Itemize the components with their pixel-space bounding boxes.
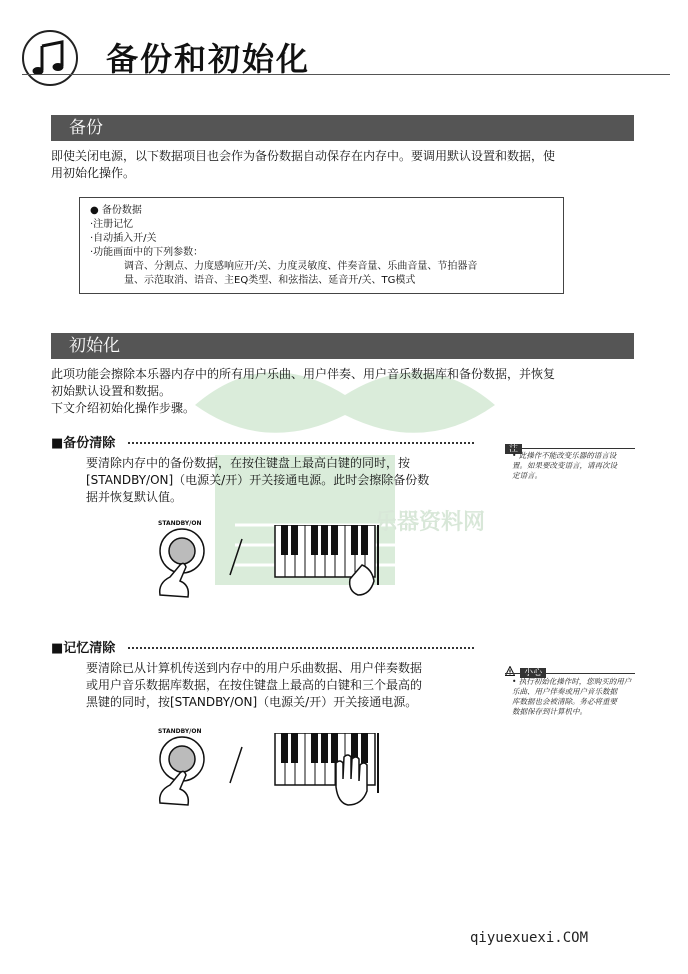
backup-box-param-line: 调音、分割点、力度感响应开/关、力度灵敏度、伴奏音量、乐曲音量、节拍器音: [124, 261, 478, 272]
title-rule: [22, 74, 670, 75]
backup-section-header: 备份: [51, 115, 634, 141]
memory-clear-caution-line: 数据保存到计算机中。: [512, 707, 587, 716]
figure1-keyboard-illustration: [150, 525, 390, 605]
memory-clear-text-line-3: 黑键的同时，按[STANDBY/ON]（电源关/开）开关接通电源。: [86, 695, 418, 709]
init-intro-line-3: 下文介绍初始化操作步骤。: [51, 401, 196, 415]
init-intro-line-2: 初始默认设置和数据。: [51, 384, 172, 398]
backup-data-box: [79, 197, 564, 294]
init-intro-line-1: 此项功能会擦除本乐器内存中的所有用户乐曲、用户伴奏、用户音乐数据库和备份数据，并恢复: [51, 367, 556, 381]
caution-rule: [505, 673, 635, 674]
note-rule: [505, 448, 635, 449]
backup-clear-note-line: 置。如果要改变语言，请再次设: [512, 461, 617, 470]
backup-box-item: ● 备份数据: [90, 205, 142, 216]
backup-clear-text-line-3: 据并恢复默认值。: [86, 490, 183, 504]
backup-box-item: ·功能画面中的下列参数：: [90, 247, 204, 258]
footer-watermark-url: qiyuexuexi.COM: [470, 930, 589, 946]
note-label: 注: [505, 444, 522, 454]
backup-clear-dotted-leader: [128, 442, 474, 444]
music-note-icon: [24, 32, 76, 84]
page-title: 备份和初始化: [106, 40, 311, 78]
memory-clear-heading: ■记忆清除: [51, 641, 116, 656]
warning-triangle-icon: [505, 666, 515, 676]
backup-box-item: ·注册记忆: [90, 219, 134, 230]
memory-clear-caution-line: 库数据也会被清除。务必将重要: [512, 697, 617, 706]
memory-clear-dotted-leader: [128, 647, 474, 649]
memory-clear-text-line-2: 或用户音乐数据库数据，在按住键盘上最高的白键和三个最高的: [86, 678, 423, 692]
figure2-keyboard-illustration: [150, 733, 390, 813]
memory-clear-caution-line: • 执行初始化操作时，您购买的用户: [512, 677, 632, 686]
backup-clear-text-line-1: 要清除内存中的备份数据，在按住键盘上最高白键的同时，按: [86, 456, 411, 470]
figure1-standby-label: STANDBY/ON: [158, 520, 202, 527]
memory-clear-caution-line: 乐曲、用户伴奏或用户音乐数据: [512, 687, 617, 696]
watermark-text: 乐器资料网: [375, 510, 486, 535]
memory-clear-text-line-1: 要清除已从计算机传送到内存中的用户乐曲数据、用户伴奏数据: [86, 661, 423, 675]
backup-clear-note-line: • 此操作不能改变乐器的语言设: [512, 451, 617, 460]
backup-clear-text-line-2: [STANDBY/ON]（电源关/开）开关接通电源。此时会擦除备份数: [86, 473, 430, 487]
four-finger-hand-icon: [336, 755, 367, 805]
caution-label: 小心: [520, 668, 546, 678]
backup-intro-line-1: 即使关闭电源，以下数据项目也会作为备份数据自动保存在内存中。要调用默认设置和数据，使: [51, 149, 556, 163]
title-music-icon-circle: [22, 30, 78, 86]
backup-box-param-line: 量、示范取消、语音、主EQ类型、和弦指法、延音开/关、TG模式: [124, 275, 416, 286]
backup-clear-note-line: 定语言。: [512, 471, 542, 480]
figure2-standby-label: STANDBY/ON: [158, 728, 202, 735]
init-section-header: 初始化: [51, 333, 634, 359]
backup-clear-heading: ■备份清除: [51, 436, 116, 451]
backup-box-item: ·自动插入开/关: [90, 233, 157, 244]
backup-intro-line-2: 用初始化操作。: [51, 166, 136, 180]
